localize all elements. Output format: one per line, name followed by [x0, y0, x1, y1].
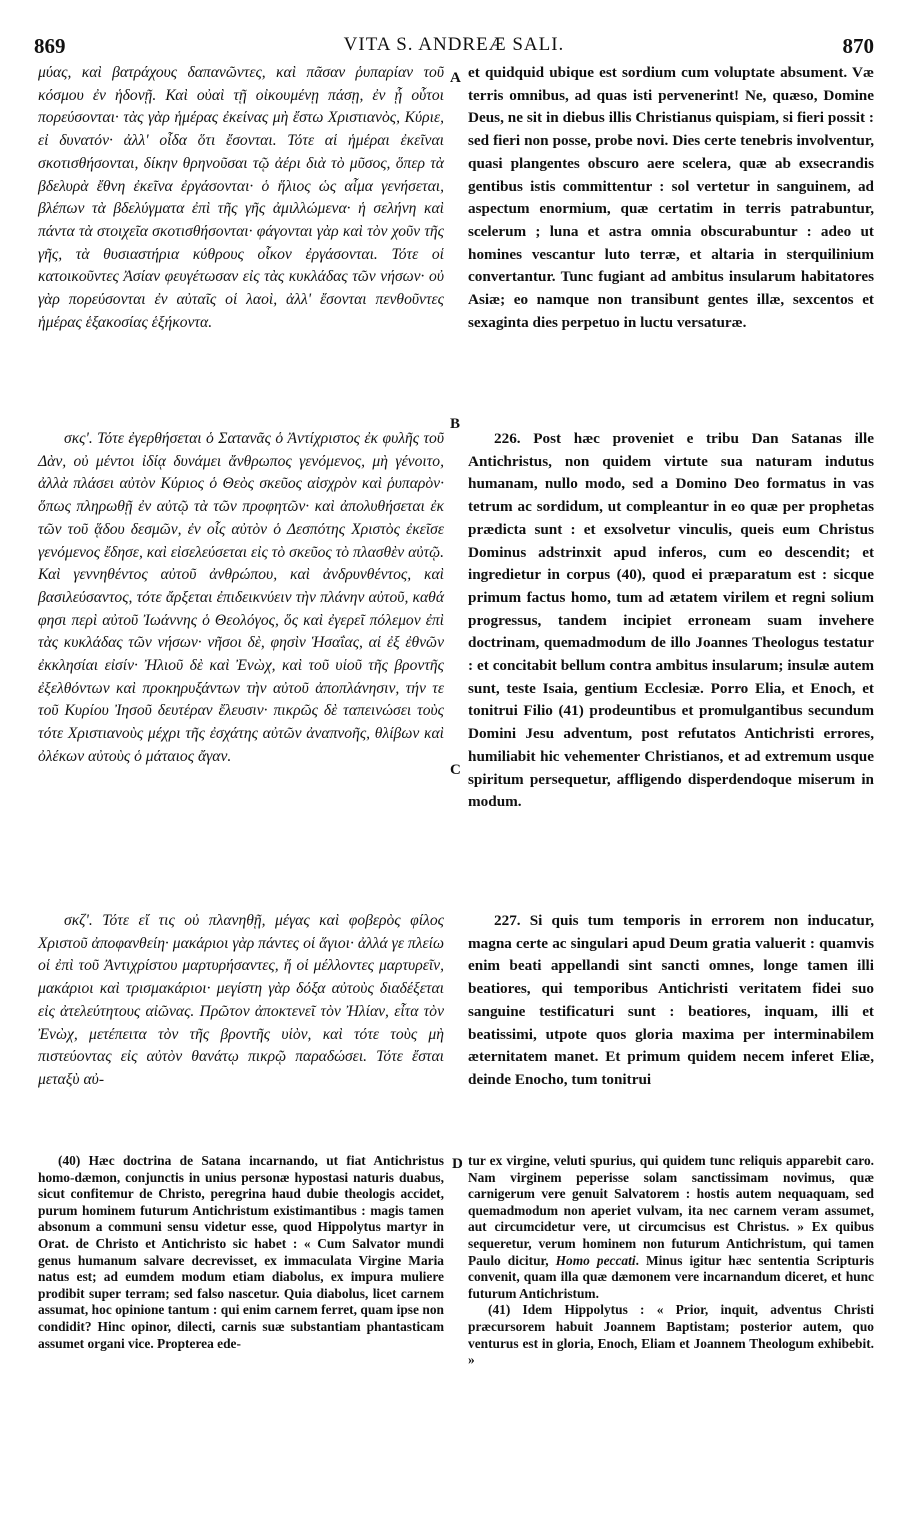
latin-column-block-3 [468, 910, 874, 1092]
emphasis-homo-peccati: Homo peccati [555, 1252, 636, 1268]
section-marker-a: A [450, 70, 461, 86]
running-header [34, 34, 874, 62]
greek-column-block-3 [38, 910, 444, 1092]
latin-column-block-2 [468, 428, 874, 814]
greek-paragraph: σκς'. Τότε ἐγερθήσεται ὁ Σατανᾶς ὁ Ἀντίχριστος ἐκ φυλῆς τοῦ Δὰν, οὐ μέντοι ἰδίᾳ δυνάμει ἄνθρωπος γενόμενος, μὴ γένοιτο, ἀλλὰ πλάσει αὐτὸν Κύριος ὁ Θεὸς σκεῦος αἰσχρὸν καὶ ῥυπαρὸν· ὅπως πληρωθῇ ἐν αὐτῷ τὰ τῶν προφητῶν· καὶ ἀπολυθήσεται ἐκ τῶν τοῦ ᾅδου δεσμῶν, ἐν οἷς αὐτὸν ὁ Δεσπότης Χριστὸς ἐκεῖσε γενόμενος ἔδησε, καὶ εἰσελεύσεται εἰς τὸ σκεῦος τὸ πλασθὲν αὐτῷ. Καὶ γεννηθέντος αὐτοῦ ἀνθρώπου, καὶ ἀνδρυνθέντος, καὶ βασιλεύσαντος, τότε ἄρξεται ἐπιδεικνύειν τὴν πλάνην αὐτοῦ, καθά φησι περὶ αὐτοῦ Ἰωάννης ὁ Θεολόγος, ὅς καὶ ἐγερεῖ πόλεμον ἐπὶ τὰς κυκλάδας τῶν νήσων· νῆσοι δὲ, φησὶν Ἡσαΐας, αἱ ἐξ ἐθνῶν ἐκκλησίαι εἰσίν· Ἠλιοῦ δὲ καὶ Ἐνὼχ, καὶ τοῦ υἱοῦ τῆς βροντῆς ἐξελθόντων καὶ προκηρυξάντων τὴν αὐτοῦ ἀποπλάνησιν, τήν τε τοῦ Κυρίου Ἰησοῦ δευτέραν ἔλευσιν· πικρῶς δὲ ταπεινώσει τοὺς τότε Χριστιανοὺς μέχρι τῆς ἐσχάτης αὐτῶν ἀναπνοῆς, θλίβων καὶ ὀλέκων αὐτοὺς ὁ μάταιος ἄγαν. [38, 430, 444, 765]
greek-paragraph: μύας, καὶ βατράχους δαπανῶντες, καὶ πᾶσαν ῥυπαρίαν τοῦ κόσμου ἐν ἡδονῇ. Καὶ οὐαὶ τῇ οἰκουμένῃ πάσῃ, ἐν ᾗ οὗτοι πορεύσονται· τὰς γὰρ ἡμέρας ἐκείνας μὴ ἔστω Χριστιανὸς, Κύριε, εἰ δυνατόν· ἀλλ' οἶδα ὅτι ἔσονται. Τότε αἱ ἡμέραι ἐκεῖναι σκοτισθήσονται, δίκην θρηνοῦσαι τῷ ἀέρι διὰ τὸ μῦσος, ὅπερ τὰ βδελυρὰ ἔθνη ἐκεῖνα ἐργάσονται· ὁ ἥλιος ὡς αἷμα γενήσεται, βλέπων τὰ βδελύγματα ἐπὶ τῆς γῆς ἀμιλλώμενα· ἡ σελήνη καὶ πάντα τὰ στοιχεῖα σκοτισθήσονται· φάγονται γὰρ καὶ τὸν χοῦν τῆς γῆς, τὰ θυσιαστήρια κύθρους οἶκον ἐργάσονται. Τότε οἱ κατοικοῦντες Ἀσίαν φευγέτωσαν εἰς τὰς κυκλάδας τῶν νήσων· οὐ γὰρ πορεύσονται ἐν αὐταῖς οἱ λαοὶ, ἀλλ' ἔσονται πενθοῦντες ἡμέρας ἑξακοσίας ἑξήκοντα. [38, 64, 444, 331]
running-title: VITA S. ANDREÆ SALI. [343, 34, 565, 55]
latin-paragraph: 227. Si quis tum temporis in errorem non inducatur, magna certe ac singulari apud Deum gratia valuerit : quamvis enim beati appellandi sint sancti omnes, longe tamen illi beatiores, qui temporibus Antichristi veritatem fidei suo sanguine testificaturi sunt : beatiores, inquam, illi et beatissimi, utpote quos gloria maxima per interminabilem æternitatem manet. Et primum quidem necem inferet Eliæ, deinde Enocho, tum tonitrui [468, 912, 874, 1088]
footnote-41: (41) Idem Hippolytus : « Prior, inquit, adventus Christi præcursorem habuit Joannem Baptistam; posterior autem, quo venturus est in gloria, Enoch, Eliam et Joannem Theologum exhibebit. » [468, 1302, 874, 1368]
footnote-40: (40) Hæc doctrina de Satana incarnando, ut fiat Antichristus homo-dæmon, conjunctis in unius personæ hypostasi naturis duabus, sicut confitemur de Christo, peregrina haud dubie theologis accidet, purum hominem futurum Antichristum existimantibus : magis tamen absonum a communi sensu videtur esse, quod Hippolytus martyr in Orat. de Christo et Antichristo sic habet : « Cum Salvator mundi genus humanum salvare decrevisset, ex immaculata Virgine Maria natus est; ad eumdem modum etiam diabolus, ex impura muliere prodibit super terram; sed falso nascetur. Quia diabolus, licet carnem assumat, hoc opinione tantum : qui enim carnem ferret, quam ipse non condidit? Hinc opinor, dilecti, carnis suæ substantiam phantasticam assumet organi vice. Propterea ede- [38, 1153, 444, 1351]
section-marker-d: D [452, 1156, 463, 1172]
footnotes-right [468, 1153, 874, 1369]
latin-column-block-1 [468, 62, 874, 334]
latin-paragraph: et quidquid ubique est sordium cum voluptate absument. Væ terris omnibus, ad quas isti pervenerint! Ne, quæso, Domine Deus, ne sit in diebus illis Christianus quispiam, si fieri possit : sed fieri non posse, probe novi. Dies certe tenebris involventur, quasi plangentes obscuro aere scelera, quæ ab exsecrandis gentibus istis committentur : sol vertetur in sanguinem, ad aspectum enormium, quæ certatim in terris patrabuntur, scelerum ; luna et astra omnia obscurabuntur : adeo ut homines vescantur luto terræ, et altaria in sterquilinium convertantur. Tunc fugiant ad ambitus insularum habitatores Asiæ; eo namque non transibunt gentes illæ, sexcentos et sexaginta dies perpetuo in luctu versaturæ. [468, 64, 874, 331]
latin-paragraph: 226. Post hæc proveniet e tribu Dan Satanas ille Antichristus, non quidem virtute sua naturam indutus humanam, nullo modo, sed a Domino Deo formatus in vas tetrum ac sordidum, ut compleantur in eo quæ per prophetas prædicta sunt : et exsolvetur vinculis, queis eum Christus Dominus adstrinxit apud inferos, cum eo descendit; et ingredietur in corpus (40), quod ei præparatum est : sicque primum factus homo, tum ad ætatem virilem et regni solium progressus, tandem incipiet erroneam suam invehere doctrinam, quemadmodum de illo Joannes Theologus testatur : et concitabit bellum contra ambitus insularum; insulæ autem sunt, teste Isaia, gentium Ecclesiæ. Porro Elia, et Enoch, et tonitrui Filio (41) prodeuntibus et promulgantibus secundum Domini Jesu adventum, post refutatos Antichristi errores, humiliabit hic vehementer Christianos, et ad extremum usque spiritum persequetur, affligendo disperdendoque miserum in modum. [468, 430, 874, 811]
footnotes-left [38, 1153, 444, 1352]
greek-column-block-2 [38, 428, 444, 769]
page-number-left: 869 [34, 34, 66, 58]
section-marker-b: B [450, 416, 461, 432]
page-number-right: 870 [842, 34, 874, 58]
greek-column-block-1 [38, 62, 444, 334]
footnote-40-continued: tur ex virgine, veluti spurius, qui quidem tunc reliquis apparebit caro. Nam virginem peperisse solam sanctissimam novimus, quæ carnigerum vere genuit Salvatorem : hostis autem nequaquam, sed quemadmodum non aperiet vulvam, ita nec carnem veram assumet, aut circumcidetur vere, ut circumcisus est Christus. » Ex quibus sequeretur, verum hominem non futurum Antichristum, qui tamen Paulo dicitur, Homo peccati. Minus igitur hæc sententia Scripturis convenit, quam illa quæ dæmonem vere incarnandum diceret, et hunc futurum Antichristum. [468, 1153, 875, 1301]
section-marker-c: C [450, 762, 461, 778]
greek-paragraph: σκζ'. Τότε εἴ τις οὐ πλανηθῇ, μέγας καὶ φοβερὸς φίλος Χριστοῦ ἀποφανθείη· μακάριοι γὰρ πάντες οἱ ἅγιοι· ἀλλά γε πλείω οἱ ἐπὶ τοῦ Ἀντιχρίστου μαρτυρήσαντες, ἤ οἱ μέλλοντες μαρτυρεῖν, μακάριοι καὶ τρισμακάριοι· μεγίστη γὰρ δόξα αὐτοὺς διαδέξεται εἰς ἀτελεύτητους αἰῶνας. Πρῶτον ἀποκτενεῖ τὸν Ἠλίαν, εἶτα τὸν Ἐνὼχ, μετέπειτα τὸν τῆς βροντῆς υἱὸν, καὶ τότε τοὺς μὴ πιστεύοντας εἰς αὐτὸν θανάτῳ πικρῷ παραδώσει. Τότε ἔσται μεταξὺ αὐ- [38, 912, 444, 1088]
